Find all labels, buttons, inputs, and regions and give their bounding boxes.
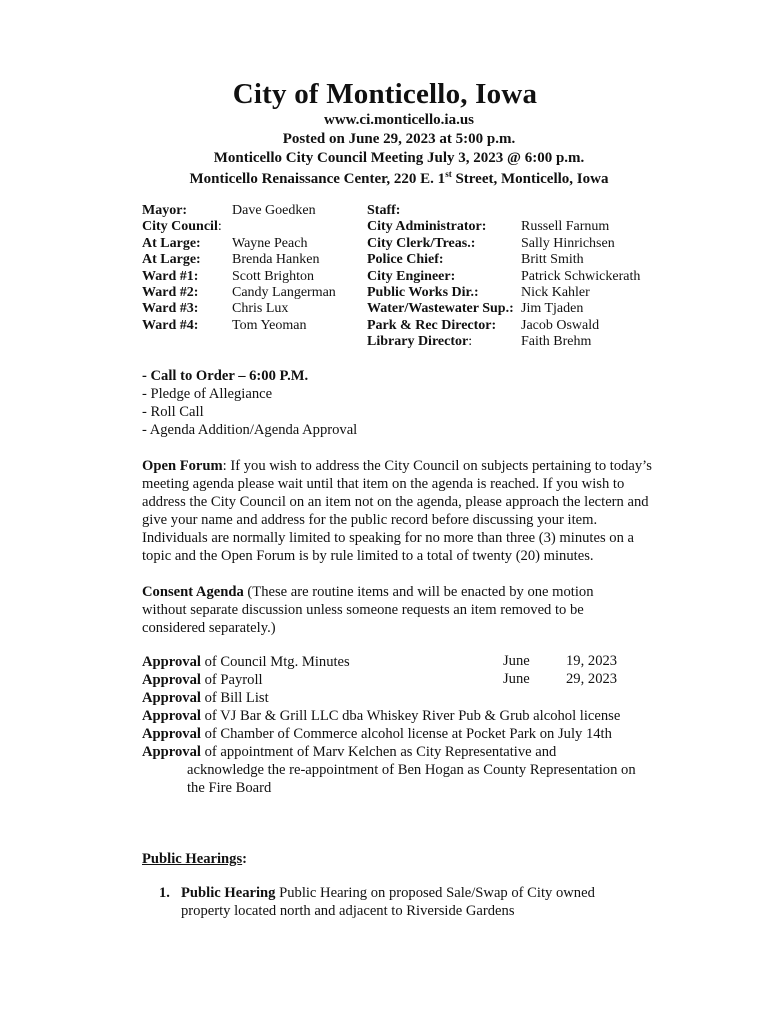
approval-item bbox=[142, 707, 620, 725]
approval-text: of Bill List bbox=[200, 690, 269, 706]
official-title: At Large: bbox=[142, 252, 201, 268]
staff-name: Jacob Oswald bbox=[521, 317, 600, 333]
approval-continuation: the Fire Board bbox=[187, 780, 272, 796]
open-forum-section bbox=[142, 457, 662, 565]
approval-label: Approval bbox=[142, 654, 201, 670]
staff-name: Jim Tjaden bbox=[521, 301, 584, 317]
opening-item: - Pledge of Allegiance bbox=[142, 386, 273, 402]
approval-text: of Chamber of Commerce alcohol license at Pocket Park on July 14th bbox=[200, 726, 612, 742]
staff-title: Staff: bbox=[367, 203, 401, 218]
hearing-number-text: 1. bbox=[159, 885, 170, 901]
consent-agenda-text: (These are routine items and will be enacted by one motion without separate discussion unless someone requests an item removed to be considered separately.) bbox=[142, 584, 594, 636]
public-hearings-title: Public Hearings bbox=[142, 851, 243, 867]
official-name: Dave Goedken bbox=[232, 203, 316, 218]
hearing-text: Public Hearing on proposed Sale/Swap of City owned bbox=[275, 885, 595, 901]
approval-item bbox=[142, 653, 350, 671]
approval-label: Approval bbox=[142, 672, 201, 688]
hearing-item bbox=[181, 884, 595, 902]
official-title: Ward #4: bbox=[142, 317, 199, 333]
staff-row bbox=[0, 203, 770, 219]
staff-row bbox=[0, 301, 770, 317]
official-name: Candy Langerman bbox=[232, 285, 336, 300]
approval-label: Approval bbox=[142, 690, 201, 706]
website-line: www.ci.monticello.ia.us bbox=[324, 112, 474, 128]
staff-row bbox=[0, 334, 770, 350]
staff-row bbox=[0, 236, 770, 252]
staff-name: Sally Hinrichsen bbox=[521, 235, 615, 251]
approval-item bbox=[142, 725, 612, 743]
official-name: Wayne Peach bbox=[232, 235, 308, 251]
staff-title: City Clerk/Treas.: bbox=[367, 235, 476, 251]
public-hearings-heading bbox=[142, 850, 247, 868]
approval-item bbox=[142, 671, 263, 689]
staff-row bbox=[0, 252, 770, 268]
approval-continuation: acknowledge the re-appointment of Ben Hogan as County Representation on bbox=[187, 762, 636, 778]
staff-title-text: Library Director bbox=[367, 334, 469, 350]
opening-item: - Agenda Addition/Agenda Approval bbox=[142, 422, 358, 438]
staff-row bbox=[0, 269, 770, 285]
location-text: Monticello Renaissance Center, 220 E. 1 bbox=[189, 171, 446, 187]
staff-title: Water/Wastewater Sup.: bbox=[367, 301, 514, 317]
staff-row bbox=[0, 285, 770, 301]
approval-label: Approval bbox=[142, 726, 201, 742]
opening-items bbox=[142, 367, 662, 439]
opening-item: - Roll Call bbox=[142, 404, 204, 420]
hearing-item-continuation: property located north and adjacent to Riverside Gardens bbox=[181, 903, 515, 919]
approval-label: Approval bbox=[142, 744, 201, 760]
hearing-number bbox=[159, 884, 170, 902]
staff-title: City Engineer: bbox=[367, 268, 456, 284]
official-name: Tom Yeoman bbox=[232, 317, 307, 333]
approval-month: June bbox=[503, 653, 530, 669]
public-hearings-colon: : bbox=[242, 851, 248, 867]
staff-title bbox=[367, 334, 472, 350]
open-forum-heading: Open Forum bbox=[142, 458, 223, 474]
approval-month: June bbox=[503, 671, 530, 687]
official-title-text: City Council bbox=[142, 219, 218, 235]
approval-text: of appointment of Marv Kelchen as City Representative and bbox=[200, 744, 557, 760]
official-title: Mayor: bbox=[142, 203, 188, 218]
staff-name: Faith Brehm bbox=[521, 334, 592, 350]
official-title: Ward #3: bbox=[142, 301, 199, 317]
staff-title: Public Works Dir.: bbox=[367, 285, 479, 300]
approval-text: of Council Mtg. Minutes bbox=[200, 654, 350, 670]
staff-name: Nick Kahler bbox=[521, 285, 590, 300]
official-name: Chris Lux bbox=[232, 301, 289, 317]
posted-line: Posted on June 29, 2023 at 5:00 p.m. bbox=[282, 131, 516, 147]
location-line bbox=[0, 169, 770, 188]
staff-row bbox=[0, 318, 770, 334]
approval-item bbox=[142, 743, 556, 761]
official-title: Ward #2: bbox=[142, 285, 199, 300]
staff-title: City Administrator: bbox=[367, 219, 487, 235]
staff-title: Park & Rec Director: bbox=[367, 317, 497, 333]
staff-title-colon: : bbox=[468, 334, 473, 350]
page-title: City of Monticello, Iowa bbox=[232, 78, 538, 110]
staff-title: Police Chief: bbox=[367, 252, 444, 268]
approval-text: of VJ Bar & Grill LLC dba Whiskey River Pub & Grub alcohol license bbox=[200, 708, 621, 724]
location-superscript: st bbox=[445, 169, 452, 179]
approval-text: of Payroll bbox=[200, 672, 263, 688]
staff-name: Russell Farnum bbox=[521, 219, 610, 235]
hearing-label: Public Hearing bbox=[181, 885, 276, 901]
approval-label: Approval bbox=[142, 708, 201, 724]
approval-date: 29, 2023 bbox=[566, 671, 618, 687]
official-title-colon: : bbox=[217, 219, 222, 235]
approval-date: 19, 2023 bbox=[566, 653, 618, 669]
staff-row bbox=[0, 219, 770, 235]
official-title: Ward #1: bbox=[142, 268, 199, 284]
approval-item bbox=[142, 689, 269, 707]
staff-name: Patrick Schwickerath bbox=[521, 268, 641, 284]
location-text-end: Street, Monticello, Iowa bbox=[451, 171, 609, 187]
official-title: At Large: bbox=[142, 235, 201, 251]
staff-name: Britt Smith bbox=[521, 252, 584, 268]
meeting-line: Monticello City Council Meeting July 3, 2023 @ 6:00 p.m. bbox=[213, 150, 585, 166]
consent-agenda-section bbox=[142, 583, 622, 637]
open-forum-text: : If you wish to address the City Council on subjects pertaining to today’s meeting agenda please wait until that item on the agenda is reached. If you wish to address the City Council on an item not on the agenda, please approach the lectern and give your name and address for the public record before discussing your item. Individuals are normally limited to speaking for no more than three (3) minutes on a topic and the Open Forum is by rule limited to a total of twenty (20) minutes. bbox=[142, 458, 652, 564]
consent-agenda-heading: Consent Agenda bbox=[142, 584, 244, 600]
official-name: Brenda Hanken bbox=[232, 252, 320, 268]
official-name: Scott Brighton bbox=[232, 268, 315, 284]
call-to-order: - Call to Order – 6:00 P.M. bbox=[142, 368, 309, 384]
